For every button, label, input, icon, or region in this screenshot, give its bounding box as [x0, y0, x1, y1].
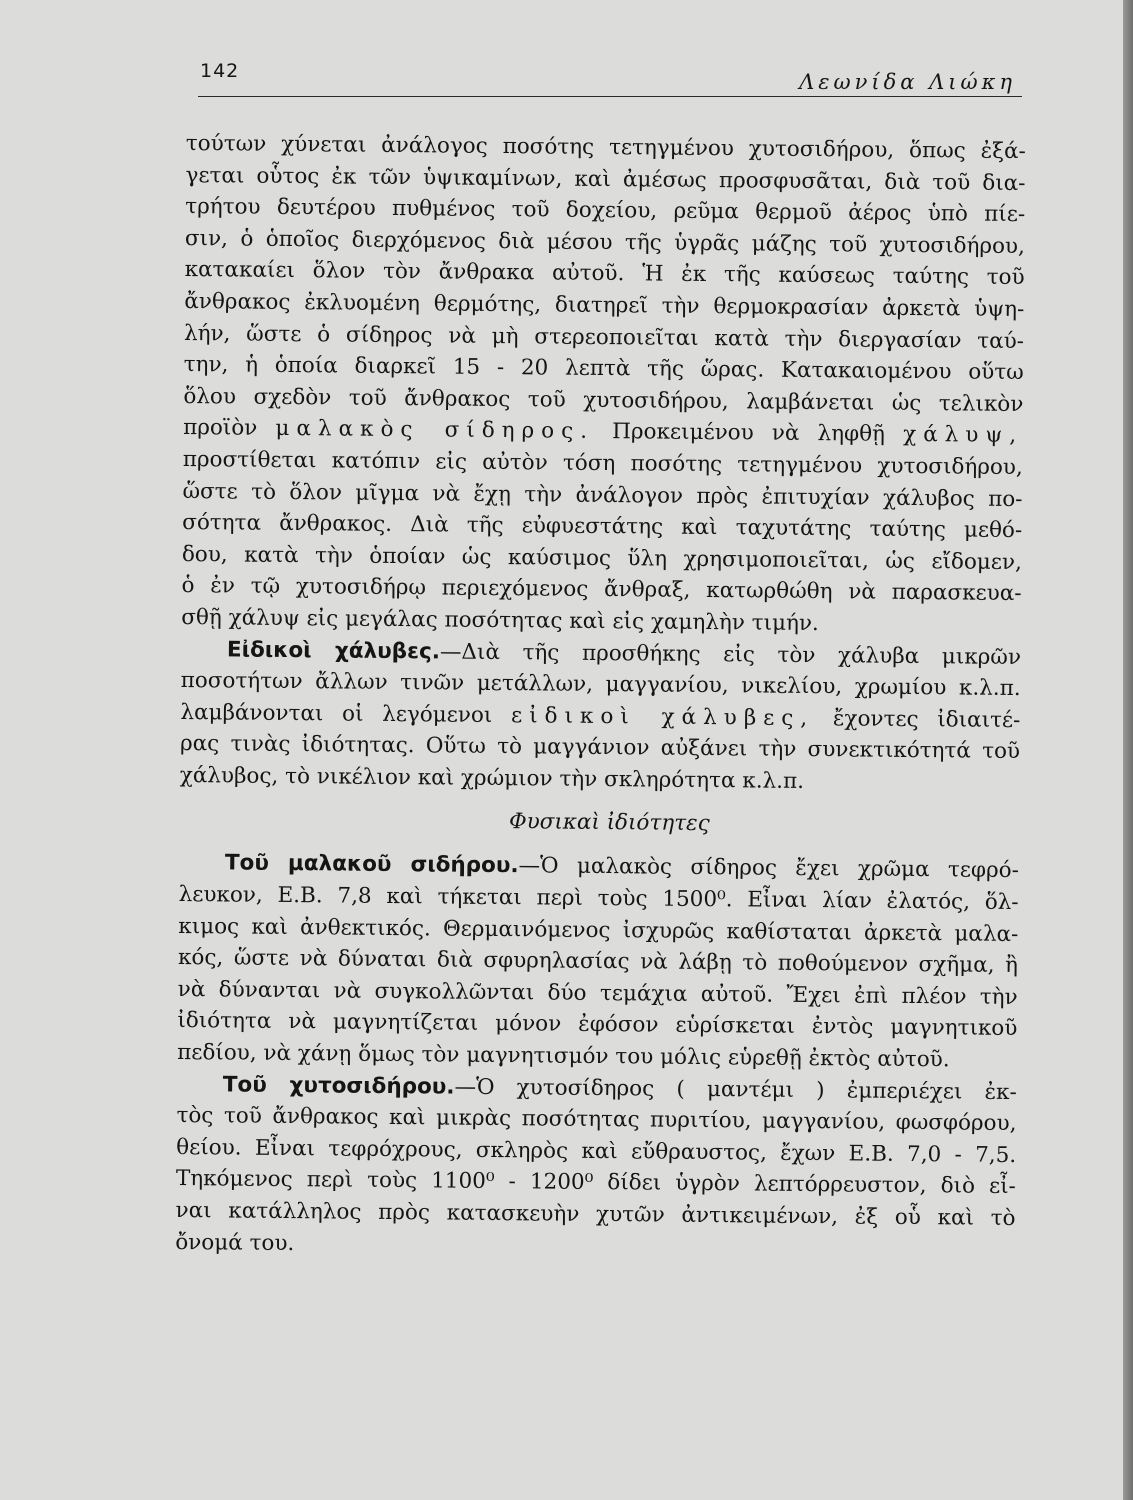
section-heading-inline: Εἰδικοὶ χάλυβες. [226, 636, 441, 664]
emphasized-term: εἰδικοὶ χάλυβες, [510, 702, 815, 731]
text-line: τούτων χύνεται ἀνάλογος ποσότης τετηγμένου χυτοσιδήρου, ὅπως ἐξά- [185, 130, 1026, 165]
text-line: δου, κατὰ τὴν ὁποίαν ὡς καύσιμος ὕλη χρησιμοποιεῖται, ὡς εἴδομεν, [181, 541, 1022, 575]
header-rule [198, 96, 1022, 97]
text-line: ρας τινὰς ἰδιότητας. Οὕτω τὸ μαγγάνιον αὐξάνει τὴν συνεκτικότητά τοῦ [179, 731, 1021, 765]
page-edge-shadow [1123, 0, 1133, 1500]
text-line: Τηκόμενος περὶ τοὺς 1100⁰ - 1200⁰ δίδει ὑγρὸν λεπτόρρευστον, διὸ εἶ- [175, 1166, 1016, 1200]
text-line: ἄνθρακος ἐκλυομένη θερμότης, διατηρεῖ τὴν θερμοκρασίαν ἀρκετὰ ὑψη- [184, 288, 1025, 323]
text-line: κός, ὥστε νὰ δύναται διὰ σφυρηλασίας νὰ λάβῃ τὸ ποθούμενον σχῆμα, ἢ [177, 945, 1019, 979]
text-line: τὸς τοῦ ἄνθρακος καὶ μικρὰς ποσότητας πυριτίου, μαγγανίου, φωσφόρου, [176, 1103, 1017, 1137]
emphasized-term: χάλυψ, [903, 422, 1024, 449]
running-title: Λεωνίδα Λιώκη [799, 70, 1016, 94]
text-line: ναι κατάλληλος πρὸς κατασκευὴν χυτῶν ἀντικειμένων, ἐξ οὗ καὶ τὸ [175, 1197, 1016, 1232]
text-line: ὁ ἐν τῷ χυτοσιδήρῳ περιεχόμενος ἄνθραξ, κατωρθώθη νὰ παρασκευα- [181, 573, 1022, 607]
text-line: κιμος καὶ ἀνθεκτικός. Θερμαινόμενος ἰσχυρῶς καθίσταται ἀρκετὰ μαλα- [178, 913, 1019, 947]
section-subheading: Φυσικαὶ ἰδιότητες [508, 809, 710, 837]
text-line: ὅλου σχεδὸν τοῦ ἄνθρακος τοῦ χυτοσιδήρου, λαμβάνεται ὡς τελικὸν [183, 383, 1024, 417]
text-line: νὰ δύνανται νὰ συγκολλῶνται δύο τεμάχια αὐτοῦ. Ἔχει ἐπὶ πλέον τὴν [177, 976, 1018, 1010]
text-line: την, ἡ ὁποία διαρκεῖ 15 - 20 λεπτὰ τῆς ὥρας. Κατακαιομένου οὕτω [183, 352, 1024, 386]
page-number: 142 [200, 60, 240, 82]
text-line: γεται οὗτος ἐκ τῶν ὑψικαμίνων, καὶ ἀμέσως προσφυσᾶται, διὰ τοῦ δια- [185, 162, 1026, 196]
text-line: σθῇ χάλυψ εἰς μεγάλας ποσότητας καὶ εἰς χαμηλὴν τιμήν. [181, 604, 819, 637]
text-line: ὥστε τὸ ὅλον μῖγμα νὰ ἔχῃ τὴν ἀνάλογον πρὸς ἐπιτυχίαν χάλυβος πο- [182, 478, 1023, 512]
text-line: λήν, ὥστε ὁ σίδηρος νὰ μὴ στερεοποιεῖται κατὰ τὴν διεργασίαν ταύ- [183, 320, 1025, 354]
text-line: λευκον, Ε.Β. 7,8 καὶ τήκεται περὶ τοὺς 1500⁰. Εἶναι λίαν ἐλατός, ὅλ- [178, 882, 1019, 916]
text-line: ἰδιότητα νὰ μαγνητίζεται μόνον ἐφόσον εὑρίσκεται ἐντὸς μαγνητικοῦ [177, 1008, 1018, 1042]
text-line: ὄνομά του. [175, 1229, 295, 1256]
emphasized-term: μαλακὸς σίδηρος. [275, 416, 595, 445]
text-fragment: —Ὁ χυτοσίδηρος ( μαντέμι ) ἐμπεριέχει ἐκ- [454, 1074, 1017, 1105]
text-line: σιν, ὁ ὁποῖος διερχόμενος διὰ μέσου τῆς ὑγρᾶς μάζης τοῦ χυτοσιδήρου, [184, 225, 1026, 259]
text-line: θείου. Εἶναι τεφρόχρους, σκληρὸς καὶ εὔθραυστος, ἔχων Ε.Β. 7,0 - 7,5. [176, 1134, 1017, 1168]
text-line: σότητα ἄνθρακος. Διὰ τῆς εὐφυεστάτης καὶ ταχυτάτης ταύτης μεθό- [182, 510, 1023, 544]
text-fragment: λαμβάνονται οἱ λεγόμενοι [180, 699, 493, 728]
section-heading-inline: Τοῦ χυτοσιδήρου. [222, 1072, 455, 1100]
text-line: προστίθεται κατόπιν εἰς αὐτὸν τόση ποσότης τετηγμένου χυτοσιδήρου, [182, 446, 1023, 480]
text-fragment: ἔχοντες ἰδιαιτέ- [832, 705, 1021, 733]
text-line: πεδίου, νὰ χάνῃ ὅμως τὸν μαγνητισμόν του μόλις εὑρεθῇ ἐκτὸς αὐτοῦ. [177, 1039, 950, 1073]
page-header [198, 58, 1020, 98]
text-fragment: —Ὁ μαλακὸς σίδηρος ἔχει χρῶμα τεφρό- [518, 853, 1020, 884]
text-line: τρήτου δευτέρου πυθμένος τοῦ δοχείου, ρεῦμα θερμοῦ ἀέρος ὑπὸ πίε- [185, 194, 1026, 228]
text-line: ποσοτήτων ἄλλων τινῶν μετάλλων, μαγγανίου, νικελίου, χρωμίου κ.λ.π. [180, 668, 1021, 702]
text-line: χάλυβος, τὸ νικέλιον καὶ χρώμιον τὴν σκληρότητα κ.λ.π. [179, 762, 805, 794]
section-heading-inline: Τοῦ μαλακοῦ σιδήρου. [224, 850, 519, 879]
body-text [175, 128, 1026, 1266]
text-fragment: Προκειμένου νὰ ληφθῇ [612, 419, 886, 448]
text-fragment: προϊὸν [183, 415, 258, 442]
text-line: κατακαίει ὅλον τὸν ἄνθρακα αὐτοῦ. Ἡ ἐκ τῆς καύσεως ταύτης τοῦ [184, 257, 1025, 291]
text-fragment: —Διὰ τῆς προσθήκης εἰς τὸν χάλυβα μικρῶν [439, 638, 1022, 670]
